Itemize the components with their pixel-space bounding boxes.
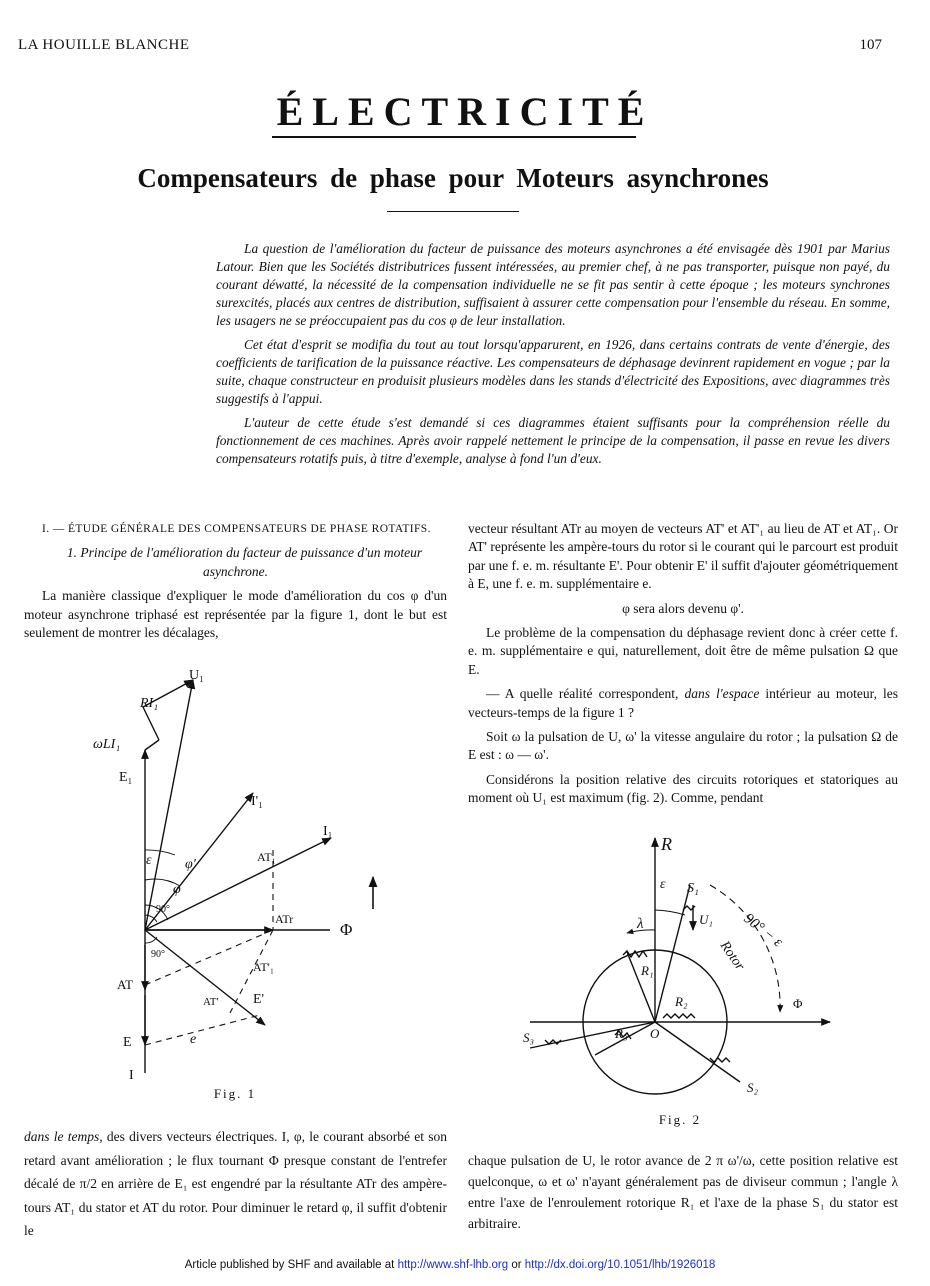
page-number: 107 — [859, 37, 882, 53]
label-u1: U₁ — [699, 912, 713, 927]
label-s1: S₁ — [687, 881, 699, 896]
label-e: E — [123, 1035, 132, 1050]
label-lambda: λ — [637, 916, 644, 932]
footer-text: Article published by SHF and available at — [184, 1259, 398, 1271]
body-paragraph — [24, 1125, 447, 1243]
label-r2: R₂ — [675, 994, 688, 1009]
body-paragraph: Le problème de la compensation du déphasage revient donc à créer cette f. e. m. supplémentaire e qui, naturellement, doit être de même pulsation Ω que E. — [468, 625, 898, 677]
body-paragraph — [468, 685, 898, 722]
label-wli1: ωLI₁ — [93, 737, 121, 752]
label-at-prime: AT' — [203, 996, 219, 1008]
label-phi-flux: Φ — [340, 920, 353, 939]
vector-e-prime — [145, 930, 265, 1025]
abstract — [216, 240, 890, 474]
figure-2-motor-diagram — [515, 830, 840, 1100]
footer-notice — [0, 1259, 900, 1271]
article-title: Compensateurs de phase pour Moteurs asynchrones — [137, 163, 769, 193]
label-phi: φ — [173, 882, 181, 897]
label-atr: ATr — [275, 912, 294, 926]
right-column-top — [468, 520, 898, 814]
label-epsilon: ε — [146, 853, 152, 868]
label-rotor: Rotor — [716, 938, 748, 974]
label-u1: U₁ — [189, 668, 204, 683]
footer-link-doi[interactable]: http://dx.doi.org/10.1051/lhb/1926018 — [524, 1259, 716, 1271]
label-90-minus-epsilon: 90° − ε — [740, 910, 786, 951]
figure-1-caption: Fig. 1 — [213, 1086, 257, 1101]
label-90deg-b: 90° — [151, 949, 165, 960]
italic-phrase: dans l'espace — [684, 686, 760, 702]
body-paragraph: La manière classique d'expliquer le mode d'amélioration du cos φ d'un moteur asynchrone triphasé est représentée par la figure 1, dont le but est seulement de montrer les décalages, — [24, 588, 447, 641]
paragraph-text: intérieur au moteur, les vecteurs-temps de la figure 1 ? — [468, 686, 898, 720]
abstract-paragraph: L'auteur de cette étude s'est demandé si ces diagrammes étaient suffisants pour la compréhension réelle du fonctionnement de ces machines. Après avoir rappelé nettement le principe de la compensation, il passe en revue les divers compensateurs rotatifs puis, à titre d'exemple, analyse à fond l'un d'eux. — [216, 415, 890, 466]
figure-2-caption: Fig. 2 — [658, 1112, 702, 1127]
label-i1-prime: I'₁ — [251, 794, 264, 809]
centered-line: φ sera alors devenu φ'. — [622, 600, 744, 616]
paragraph-text: — A quelle réalité correspondent, — [486, 686, 685, 702]
body-paragraph: Considérons la position relative des circuits rotoriques et statoriques au moment où U₁ est maximum (fig. 2). Comme, pendant — [468, 771, 898, 806]
body-paragraph: vecteur résultant ATr au moyen de vecteurs AT' et AT'₁ au lieu de AT et AT₁. Or AT' représente les ampère-tours du rotor si le courant qui le parcourt est produit par une f. e. m. résultante E'. Pour obtenir E' il suffit d'ajouter géométriquement à E, une f. e. m. supplémentaire e. — [468, 521, 898, 592]
left-column-bottom — [24, 1125, 447, 1249]
label-r: R — [661, 834, 672, 854]
left-column-top — [24, 520, 447, 648]
axis-s2 — [655, 1022, 740, 1082]
label-e-small: e — [190, 1032, 197, 1047]
label-at1: AT₁ — [257, 850, 276, 864]
label-s2: S₂ — [747, 1080, 759, 1095]
body-paragraph: chaque pulsation de U, le rotor avance de 2 π ω'/ω, cette position relative est quelconque, ω et ω' n'ayant généralement pas de diviseur commun ; l'angle λ entre l'axe de l'enroulement rotorique R₁ et l'axe de la phase S₁ du stator est arbitraire. — [468, 1153, 898, 1231]
right-column-bottom — [468, 1150, 898, 1240]
label-at: AT — [117, 977, 133, 992]
footer-text-or: or — [508, 1259, 525, 1271]
vector-wli1 — [145, 740, 159, 750]
abstract-paragraph: La question de l'amélioration du facteur de puissance des moteurs asynchrones a été envisagée dès 1901 par Marius Latour. Bien que les Sociétés distributrices fussent intéressées, au premier chef, à ne pas transporter, puisque non payé, du courant déwatté, la nécessité de la compensation individuelle ne se fit pas sentir à cette époque ; les moteurs synchrones surexcités, placés aux centres de distribution, suffisaient à assurer cette compensation pour l'ensemble du réseau. En somme, les usagers ne se préoccupaient pas du cos φ de leur installation. — [216, 241, 890, 328]
label-90deg-a: 90° — [156, 904, 170, 915]
label-o: O — [650, 1026, 660, 1041]
paragraph-text: des divers vecteurs électriques. I, φ, le courant absorbé et son retard avant amélioration ; le flux tournant Φ presque constant de l'entrefer décalé de π/2 en arrière de E₁ est engendré par la résultante ATr des ampère-tours AT₁ du stator et AT du rotor. Pour diminuer le retard φ, il suffit d'obtenir le — [24, 1129, 447, 1238]
figure-1-vector-diagram — [75, 665, 385, 1085]
label-epsilon: ε — [660, 877, 666, 892]
body-paragraph: Soit ω la pulsation de U, ω' la vitesse angulaire du rotor ; la pulsation Ω de E est : ω — ω'. — [468, 729, 898, 763]
label-at1-prime: AT'₁ — [253, 960, 275, 974]
label-r3: R₃ — [615, 1026, 628, 1041]
label-ri1: RI₁ — [140, 696, 159, 711]
label-i: I — [129, 1068, 134, 1083]
label-e1: E₁ — [119, 770, 133, 785]
label-i1: I₁ — [323, 824, 333, 839]
section-heading: I. — ÉTUDE GÉNÉRALE DES COMPENSATEURS DE PHASE ROTATIFS. — [42, 523, 431, 535]
title-underline — [272, 136, 636, 138]
label-r1: R₁ — [641, 963, 654, 978]
label-phi-prime: φ' — [185, 857, 196, 872]
footer-link-shf[interactable]: http://www.shf-lhb.org — [397, 1259, 509, 1271]
label-s3: S₃ — [523, 1030, 535, 1045]
title-divider — [387, 211, 519, 212]
label-e-prime: E' — [253, 992, 265, 1007]
running-header-journal: LA HOUILLE BLANCHE — [18, 37, 190, 53]
italic-phrase: dans le temps, — [24, 1129, 103, 1144]
section-title: ÉLECTRICITÉ — [276, 89, 654, 134]
abstract-paragraph: Cet état d'esprit se modifia du tout au tout lorsqu'apparurent, en 1926, dans certains contrats de vente d'énergie, des coefficients de tarification de la puissance réactive. Les compensateurs de déphasage devinrent rapidement en vogue ; par la suite, chaque constructeur en produisit plusieurs modèles dans les stands d'électricité des Expositions, avec diagrammes très suggestifs à l'appui. — [216, 337, 890, 406]
vector-u1 — [145, 680, 193, 930]
subsection-heading: 1. Principe de l'amélioration du facteur de puissance d'un moteur asynchrone. — [66, 545, 423, 579]
label-phi: Φ — [793, 996, 803, 1011]
